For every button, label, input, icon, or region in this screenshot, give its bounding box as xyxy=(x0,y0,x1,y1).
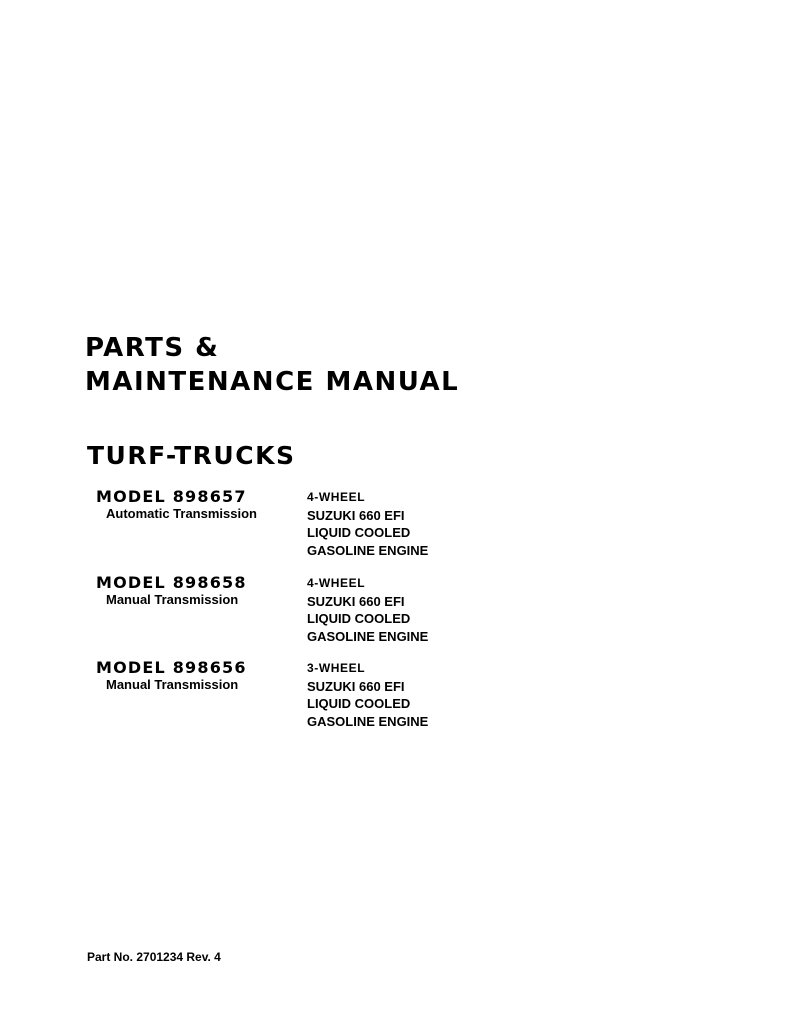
model-specs xyxy=(307,575,428,645)
model-transmission: Manual Transmission xyxy=(106,592,239,607)
spec-wheels: 3-WHEEL xyxy=(307,661,366,675)
model-specs xyxy=(307,489,428,559)
model-transmission: Manual Transmission xyxy=(106,677,239,692)
title-line-1: PARTS & xyxy=(85,333,220,363)
spec-fuel: GASOLINE ENGINE xyxy=(307,713,429,729)
model-name: MODEL 898658 xyxy=(96,573,247,592)
product-subtitle: TURF-TRUCKS xyxy=(87,441,296,470)
spec-cooling: LIQUID COOLED xyxy=(307,611,411,626)
spec-engine: SUZUKI 660 EFI xyxy=(307,593,405,609)
model-name: MODEL 898656 xyxy=(96,658,247,677)
model-specs xyxy=(307,660,428,730)
part-number: Part No. 2701234 Rev. 4 xyxy=(87,950,221,964)
spec-engine: SUZUKI 660 EFI xyxy=(307,678,405,694)
spec-fuel: GASOLINE ENGINE xyxy=(307,542,429,558)
spec-cooling: LIQUID COOLED xyxy=(307,525,411,540)
title-line-2: MAINTENANCE MANUAL xyxy=(85,367,460,397)
spec-wheels: 4-WHEEL xyxy=(307,490,366,504)
model-transmission: Automatic Transmission xyxy=(106,506,257,521)
spec-wheels: 4-WHEEL xyxy=(307,576,366,590)
spec-fuel: GASOLINE ENGINE xyxy=(307,628,429,644)
spec-cooling: LIQUID COOLED xyxy=(307,696,411,711)
model-name: MODEL 898657 xyxy=(96,487,247,506)
spec-engine: SUZUKI 660 EFI xyxy=(307,507,405,523)
